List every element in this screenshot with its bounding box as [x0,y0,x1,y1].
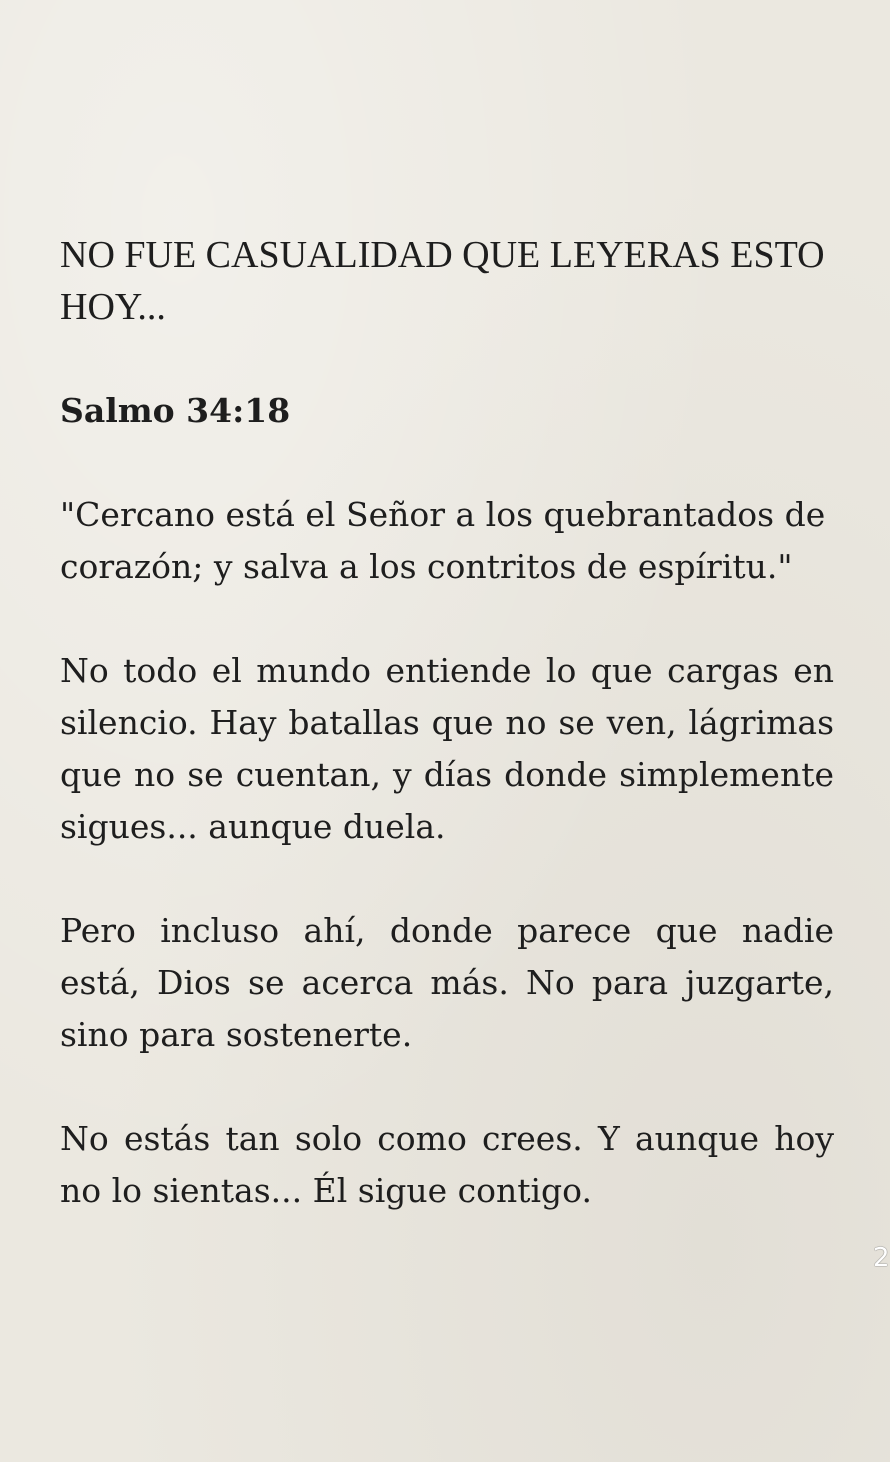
verse-reference: Salmo 34:18 [60,391,291,430]
verse-quote: "Cercano está el Señor a los quebrantados de corazón; y salva a los contritos de espíritu." [60,495,826,586]
paragraph: No todo el mundo entiende lo que cargas en silencio. Hay batallas que no se ven, lágrimas que no se cuentan, y días donde simplemente sigues... aunque duela. [60,651,834,846]
post-text-block [60,229,834,1217]
post-heading: NO FUE CASUALIDAD QUE LEYERAS ESTO HOY... [60,234,825,328]
paragraph: Pero incluso ahí, donde parece que nadie está, Dios se acerca más. No para juzgarte, sino para sostenerte. [60,911,834,1054]
page-indicator: 2 [873,1243,890,1273]
paragraph: No estás tan solo como crees. Y aunque hoy no lo sientas... Él sigue contigo. [60,1119,834,1210]
